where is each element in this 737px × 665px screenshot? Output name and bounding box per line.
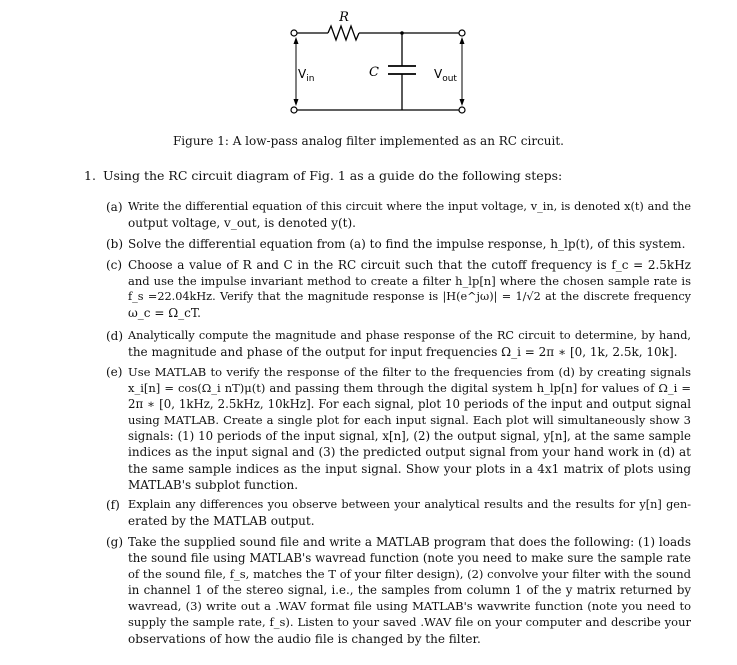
step-e xyxy=(106,364,691,493)
junction-dot xyxy=(400,31,404,35)
step-line: Choose a value of R and C in the RC circuit such that the cutoff frequency is f_c = 2.5kHz xyxy=(128,258,691,272)
step-line: in channel 1 of the stereo signal, i.e., the samples from column 1 of the y matrix returned by xyxy=(128,583,691,598)
step-line: and use the impulse invariant method to create a filter h_lp[n] where the chosen sample rate is xyxy=(128,274,691,289)
step-line: of the sound file, f_s, matches the T of your filter design), (2) convolve your filter with the sound xyxy=(128,567,691,582)
input-voltage-label: $V_{in}$ xyxy=(298,67,315,84)
question-heading xyxy=(84,168,562,183)
step-a xyxy=(106,199,691,231)
step-line: Analytically compute the magnitude and phase response of the RC circuit to determine, by hand, xyxy=(128,329,691,342)
step-line: Write the differential equation of this circuit where the input voltage, v_in, is denoted x(t) and the xyxy=(128,200,691,213)
step-line: erated by the MATLAB output. xyxy=(128,514,315,529)
step-label: (e) xyxy=(106,365,123,379)
step-line: the magnitude and phase of the output for input frequencies Ω_i = 2π ∗ [0, 1k, 2.5k, 10k]. xyxy=(128,345,678,360)
step-label: (a) xyxy=(106,200,123,214)
step-f xyxy=(106,497,691,529)
step-line: ω_c = Ω_cT. xyxy=(128,306,201,321)
step-line: Take the supplied sound file and write a MATLAB program that does the following: (1) loads xyxy=(128,535,691,549)
step-line: Use MATLAB to verify the response of the filter to the frequencies from (d) by creating signals xyxy=(128,365,691,379)
question-intro: Using the RC circuit diagram of Fig. 1 as a guide do the following steps: xyxy=(102,168,563,183)
resistor-label: R xyxy=(339,10,349,25)
step-label: (c) xyxy=(106,258,123,272)
step-b xyxy=(106,236,691,252)
step-line: 2π ∗ [0, 1kHz, 2.5kHz, 10kHz]. For each signal, plot 10 periods of the input and output signal xyxy=(128,397,691,412)
step-line: using MATLAB. Create a single plot for each input signal. Each plot will simultaneously show 3 xyxy=(128,413,691,428)
figure-caption: Figure 1: A low-pass analog filter implemented as an RC circuit. xyxy=(172,134,564,148)
step-line: indices as the input signal and (3) the predicted output signal from your hand work in (d) at xyxy=(128,445,691,460)
output-voltage-label: $V_{out}$ xyxy=(434,67,457,84)
capacitor-label: C xyxy=(369,65,379,80)
question-number: 1. xyxy=(84,168,96,183)
output-terminal-top xyxy=(459,30,465,36)
step-line: supply the sample rate, f_s). Listen to your saved .WAV file on your computer and describe your xyxy=(128,615,691,630)
step-line: signals: (1) 10 periods of the input signal, x[n], (2) the output signal, y[n], at the same sample xyxy=(128,429,691,444)
arrow-up-icon xyxy=(460,37,465,44)
step-label: (f) xyxy=(106,498,120,512)
step-line: MATLAB's subplot function. xyxy=(128,477,299,492)
step-line: output voltage, v_out, is denoted y(t). xyxy=(128,216,356,231)
step-line: the same sample indices as the input signal. Show your plots in a 4x1 matrix of plots using xyxy=(128,461,691,476)
output-terminal-bottom xyxy=(459,107,465,113)
step-line: x_i[n] = cos(Ω_i nT)μ(t) and passing them through the digital system h_lp[n] for values of Ω_i = xyxy=(128,381,691,396)
step-label: (b) xyxy=(106,237,124,251)
arrow-down-icon xyxy=(460,99,465,106)
step-g xyxy=(106,534,691,647)
step-line: wavread, (3) write out a .WAV format file using MATLAB's wavwrite function (note you need to xyxy=(128,599,691,614)
step-label: (g) xyxy=(106,535,124,549)
resistor-symbol xyxy=(328,26,359,40)
step-line: the sound file using MATLAB's wavread function (note you need to make sure the sample rate xyxy=(128,551,691,566)
rc-circuit-diagram xyxy=(280,6,470,124)
step-c xyxy=(106,257,691,321)
step-line: Solve the differential equation from (a) to find the impulse response, h_lp(t), of this system. xyxy=(128,237,686,251)
step-line: f_s =22.04kHz. Verify that the magnitude response is |H(e^jω)| = 1/√2 at the discrete frequency xyxy=(128,290,691,304)
input-terminal-bottom xyxy=(291,107,297,113)
input-terminal-top xyxy=(291,30,297,36)
step-line: Explain any differences you observe between your analytical results and the results for y[n] gen- xyxy=(128,498,691,511)
step-line: observations of how the audio file is changed by the filter. xyxy=(128,631,481,646)
step-label: (d) xyxy=(106,329,124,343)
step-d xyxy=(106,328,691,360)
